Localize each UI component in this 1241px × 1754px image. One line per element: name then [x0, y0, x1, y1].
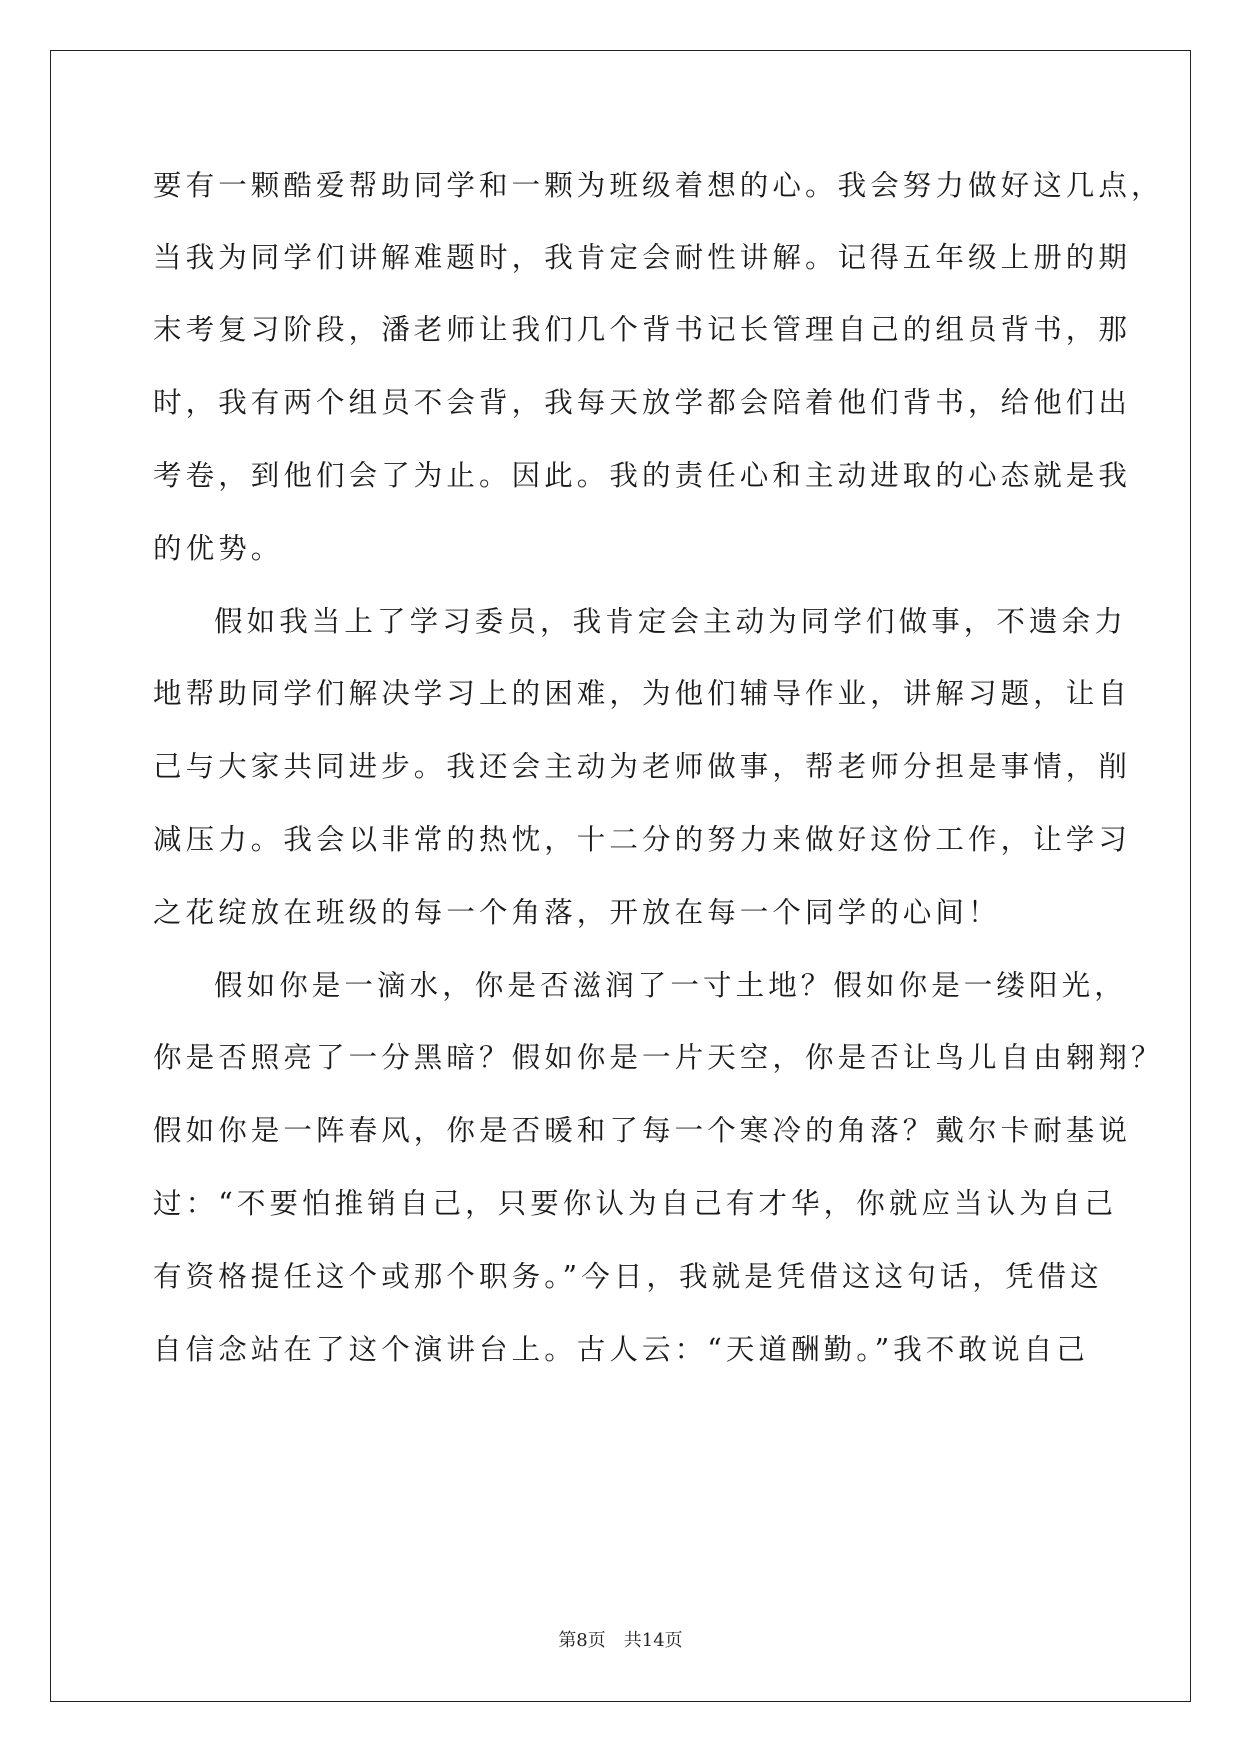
page-number: 第8页	[558, 1630, 606, 1651]
text-line-16: 有资格提任这个或那个职务。”今日，我就是凭借这这句话，凭借这	[153, 1260, 1103, 1293]
text-line-11: 之花绽放在班级的每一个角落，开放在每一个同学的心间！	[153, 896, 1001, 929]
text-line-2: 当我为同学们讲解难题时，我肯定会耐性讲解。记得五年级上册的期	[153, 241, 1132, 274]
text-line-7: 假如我当上了学习委员，我肯定会主动为同学们做事，不遗余力	[214, 605, 1127, 638]
page-total: 共14页	[623, 1630, 683, 1651]
text-line-8: 地帮助同学们解决学习上的困难，为他们辅导作业，讲解习题，让自	[153, 677, 1132, 710]
page-footer	[0, 1626, 1241, 1652]
text-line-6: 的优势。	[153, 532, 284, 565]
text-line-13: 你是否照亮了一分黑暗？假如你是一片天空，你是否让鸟儿自由翱翔？	[153, 1041, 1164, 1074]
text-line-12: 假如你是一滴水，你是否滋润了一寸土地？假如你是一缕阳光，	[214, 969, 1127, 1002]
text-line-14: 假如你是一阵春风，你是否暖和了每一个寒冷的角落？戴尔卡耐基说	[153, 1114, 1132, 1147]
text-line-15: 过：“不要怕推销自己，只要你认为自己有才华，你就应当认为自己	[153, 1187, 1118, 1220]
text-line-1: 要有一颗酷爱帮助同学和一颗为班级着想的心。我会努力做好这几点，	[153, 169, 1164, 202]
text-line-10: 减压力。我会以非常的热忱，十二分的努力来做好这份工作，让学习	[153, 823, 1132, 856]
text-line-17: 自信念站在了这个演讲台上。古人云：“天道酬勤。”我不敢说自己	[153, 1333, 1089, 1366]
text-line-4: 时，我有两个组员不会背，我每天放学都会陪着他们背书，给他们出	[153, 386, 1132, 419]
text-line-5: 考卷，到他们会了为止。因此。我的责任心和主动进取的心态就是我	[153, 459, 1132, 492]
page-frame	[50, 50, 1191, 1702]
text-line-9: 己与大家共同进步。我还会主动为老师做事，帮老师分担是事情，削	[153, 750, 1132, 783]
text-line-3: 末考复习阶段，潘老师让我们几个背书记长管理自己的组员背书，那	[153, 313, 1132, 346]
